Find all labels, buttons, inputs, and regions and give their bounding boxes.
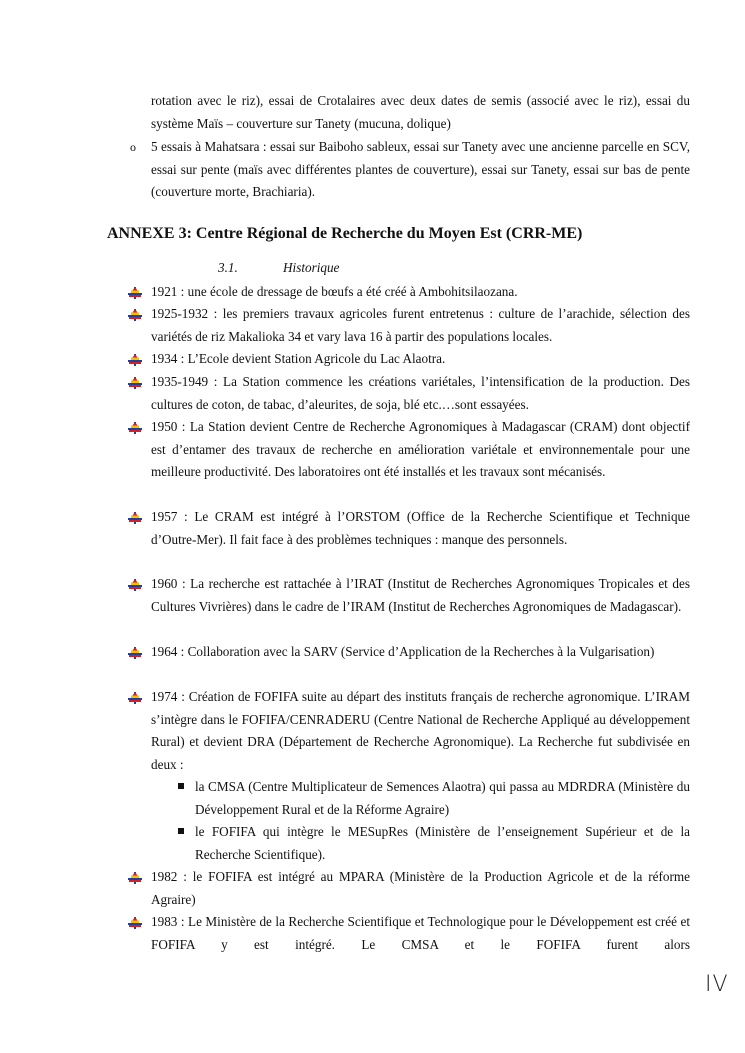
history-item-1964: 1964 : Collaboration avec la SARV (Service d’Application de la Recherches à la Vulgarisation) xyxy=(151,644,655,659)
arrow-bullet-icon xyxy=(128,309,142,321)
annex-heading: ANNEXE 3: Centre Régional de Recherche du Moyen Est (CRR-ME) xyxy=(107,225,583,242)
history-item-1935: 1935-1949 : La Station commence les créations variétales, l’intensification de la production. Des cultures de coton, de tabac, d’aleurites, de soja, blé etc.…sont essayées. xyxy=(151,374,690,412)
page-number: IV xyxy=(705,972,729,997)
history-item-1921: 1921 : une école de dressage de bœufs a été créé à Ambohitsilaozana. xyxy=(151,284,518,299)
history-item-1960: 1960 : La recherche est rattachée à l’IRAT (Institut de Recherches Agronomiques Tropicales et des Cultures Vivrières) dans le cadre de l’IRAM (Institut de Recherches Agronomiques de Madagascar). xyxy=(151,576,690,614)
arrow-bullet-icon xyxy=(128,512,142,524)
arrow-bullet-icon xyxy=(128,917,142,929)
section-number: 3.1. xyxy=(218,260,238,275)
history-item-1925: 1925-1932 : les premiers travaux agricoles furent entretenus : culture de l’arachide, sélection des variétés de riz Makalioka 34 et vary lava 16 à partir des populations locales. xyxy=(151,306,690,344)
mahatsara-trials-item: 5 essais à Mahatsara : essai sur Baiboho sableux, essai sur Tanety avec une ancienne parcelle en SCV, essai sur pente (maïs avec différentes plantes de couverture), essai sur Tanety, essai sur bas de pente (couverture morte, Brachiaria). xyxy=(151,139,690,199)
arrow-bullet-icon xyxy=(128,579,142,591)
arrow-bullet-icon xyxy=(128,287,142,299)
arrow-bullet-icon xyxy=(128,647,142,659)
subdivision-item-cmsa: la CMSA (Centre Multiplicateur de Semences Alaotra) qui passa au MDRDRA (Ministère du Développement Rural et de la Réforme Agraire) xyxy=(195,779,690,817)
square-bullet-marker xyxy=(178,783,184,789)
history-item-1983: 1983 : Le Ministère de la Recherche Scientifique et Technologique pour le Développement est créé et FOFIFA y est intégré. Le CMSA et le FOFIFA furent alors xyxy=(151,914,690,952)
history-item-1982: 1982 : le FOFIFA est intégré au MPARA (Ministère de la Production Agricole et de la réforme Agraire) xyxy=(151,869,690,907)
history-item-1974: 1974 : Création de FOFIFA suite au départ des instituts français de recherche agronomique. L’IRAM s’intègre dans le FOFIFA/CENRADERU (Centre National de Recherche Appliqué au développement Rural) et devient DRA (Département de Recherche Agronomique). La Recherche fut subdivisée en deux : xyxy=(151,689,690,772)
history-item-1950: 1950 : La Station devient Centre de Recherche Agronomiques à Madagascar (CRAM) dont objectif est d’entamer des travaux de recherche en amélioration variétale et environnementale pour une meilleure productivité. Des laboratoires ont été installés et les travaux sont mécanisés. xyxy=(151,419,690,479)
arrow-bullet-icon xyxy=(128,377,142,389)
arrow-bullet-icon xyxy=(128,354,142,366)
arrow-bullet-icon xyxy=(128,872,142,884)
continued-paragraph: rotation avec le riz), essai de Crotalaires avec deux dates de semis (associé avec le riz), essai du système Maïs – couverture sur Tanety (mucuna, dolique) xyxy=(151,93,690,131)
circle-bullet-marker: o xyxy=(130,140,136,154)
history-item-1957: 1957 : Le CRAM est intégré à l’ORSTOM (Office de la Recherche Scientifique et Technique d’Outre-Mer). Il fait face à des problèmes techniques : manque des personnels. xyxy=(151,509,690,547)
arrow-bullet-icon xyxy=(128,422,142,434)
subdivision-item-fofifa: le FOFIFA qui intègre le MESupRes (Ministère de l’enseignement Supérieur et de la Recherche Scientifique). xyxy=(195,824,690,862)
section-title: Historique xyxy=(283,260,340,275)
history-item-1934: 1934 : L’Ecole devient Station Agricole du Lac Alaotra. xyxy=(151,351,446,366)
square-bullet-marker xyxy=(178,828,184,834)
arrow-bullet-icon xyxy=(128,692,142,704)
